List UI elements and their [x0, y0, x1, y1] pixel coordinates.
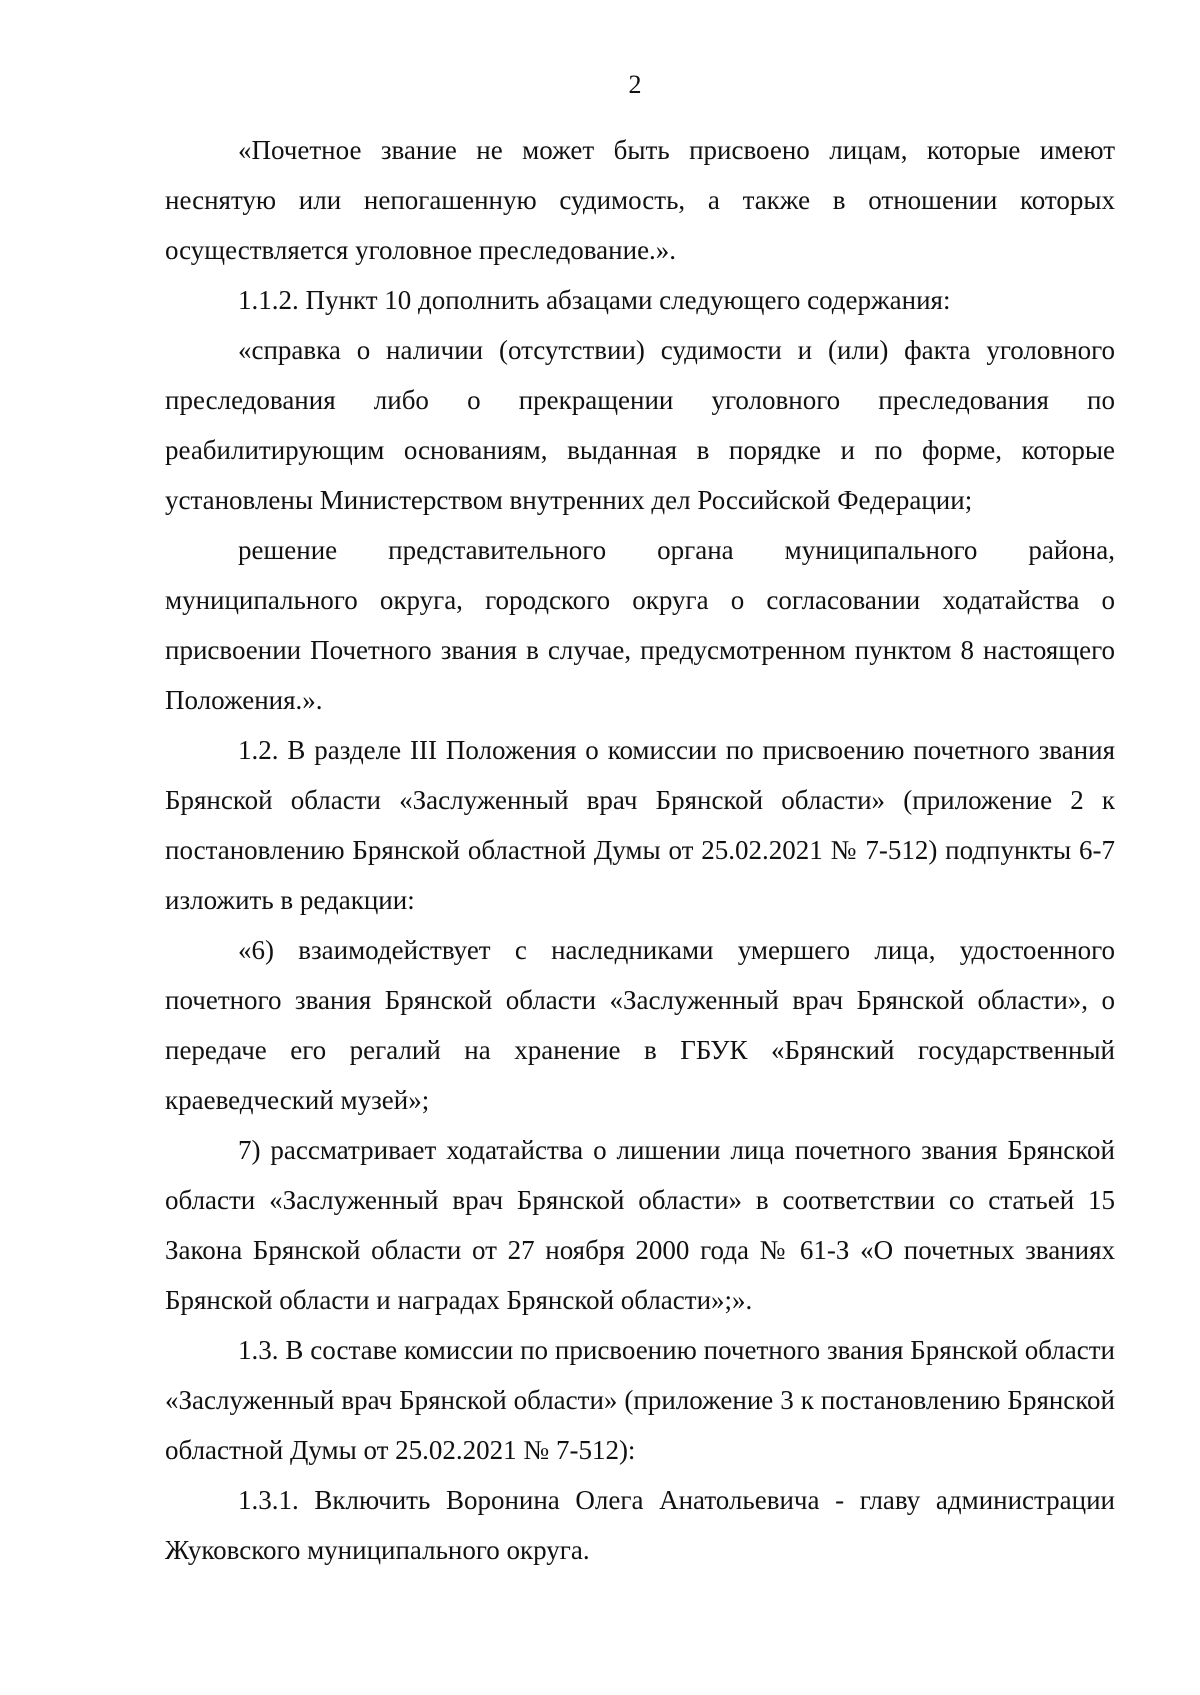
paragraph-municipal-decision: решение представительного органа муниципального района, муниципального округа, городского округа о согласовании ходатайства о присвоении Почетного звания в случае, предусмотренном пунктом 8 настоящего Положения.». [165, 535, 1115, 715]
paragraph-criminal-record-certificate: «справка о наличии (отсутствии) судимости и (или) факта уголовного преследования либо о прекращении уголовного преследования по реабилитирующим основаниям, выданная в порядке и по форме, которые установлены Министерством внутренних дел Российской Федерации; [165, 335, 1115, 515]
paragraph-item-1-3-1: 1.3.1. Включить Воронина Олега Анатольевича - главу администрации Жуковского муниципального округа. [165, 1485, 1115, 1565]
paragraph-item-1-2: 1.2. В разделе III Положения о комиссии по присвоению почетного звания Брянской области «Заслуженный врач Брянской области» (приложение 2 к постановлению Брянской областной Думы от 25.02.2021 № 7-512) подпункты 6-7 изложить в редакции: [165, 735, 1115, 915]
page-number: 2 [628, 70, 642, 99]
paragraph-item-1-1-2: 1.1.2. Пункт 10 дополнить абзацами следующего содержания: [238, 285, 951, 315]
paragraph-subitem-7: 7) рассматривает ходатайства о лишении лица почетного звания Брянской области «Заслуженный врач Брянской области» в соответствии со статьей 15 Закона Брянской области от 27 ноября 2000 года № 61-З «О почетных званиях Брянской области и наградах Брянской области»;». [165, 1135, 1115, 1315]
document-body [165, 125, 1115, 1575]
paragraph-honorary-title-restriction: «Почетное звание не может быть присвоено лицам, которые имеют неснятую или непогашенную судимость, а также в отношении которых осуществляется уголовное преследование.». [165, 135, 1115, 265]
paragraph-subitem-6: «6) взаимодействует с наследниками умершего лица, удостоенного почетного звания Брянской области «Заслуженный врач Брянской области», о передаче его регалий на хранение в ГБУК «Брянский государственный краеведческий музей»; [165, 935, 1115, 1115]
paragraph-item-1-3: 1.3. В составе комиссии по присвоению почетного звания Брянской области «Заслуженный врач Брянской области» (приложение 3 к постановлению Брянской областной Думы от 25.02.2021 № 7-512): [165, 1335, 1115, 1465]
